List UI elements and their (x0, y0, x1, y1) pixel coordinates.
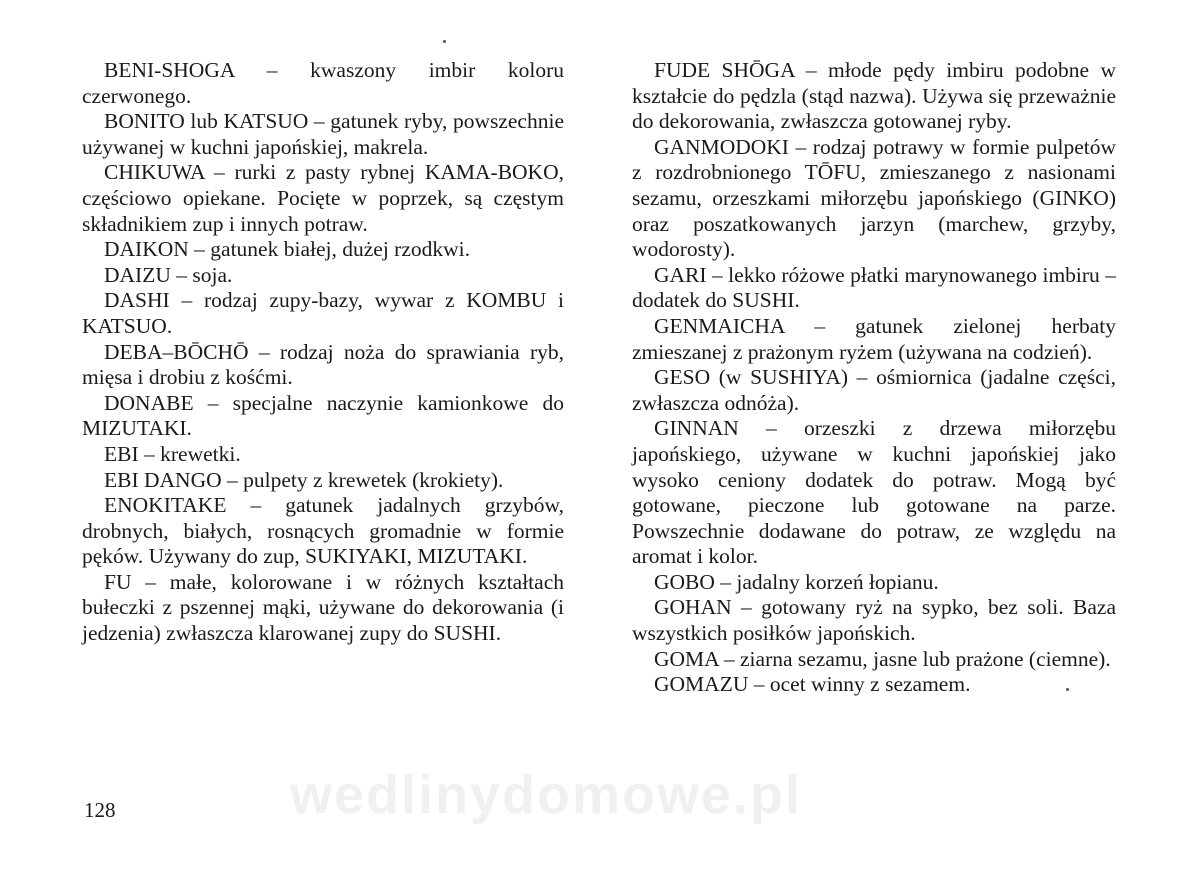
print-speck (1066, 688, 1069, 691)
entry-gohan: GOHAN – gotowany ryż na sypko, bez soli. Baza wszystkich posiłków japońskich. (632, 595, 1116, 646)
entry-geso: GESO (w SUSHIYA) – ośmiornica (jadalne części, zwłaszcza odnóża). (632, 365, 1116, 415)
entry-ebi-dango: EBI DANGO – pulpety z krewetek (krokiety). (104, 467, 504, 492)
entry-deba-bocho: DEBA–BŌCHŌ – rodzaj noża do sprawiania ryb, mięsa i drobiu z kośćmi. (82, 339, 564, 390)
entry-ganmodoki: GANMODOKI – rodzaj potrawy w formie pulpetów z rozdrobnionego TŌFU, zmieszanego z nasionami sezamu, orzeszkami miłorzębu japońskiego (GINKO) oraz poszatkowanych jarzyn (marchew, grzyby, wodorosty). (632, 134, 1116, 262)
entry-chikuwa: CHIKUWA – rurki z pasty rybnej KAMA-BOKO, częściowo opiekane. Pocięte w poprzek, są częstym składnikiem zup i innych potraw. (82, 160, 564, 236)
entry-gomazu: GOMAZU – ocet winny z sezamem. (654, 672, 971, 697)
entry-genmaicha: GENMAICHA – gatunek zielonej herbaty zmieszanej z prażonym ryżem (używana na codzień). (632, 313, 1116, 364)
entry-beni-shoga: BENI-SHOGA – kwaszony imbir koloru czerwonego. (82, 58, 564, 108)
entry-dashi: DASHI – rodzaj zupy-bazy, wywar z KOMBU i KATSUO. (82, 288, 564, 338)
entry-daizu: DAIZU – soja. (104, 262, 233, 287)
entry-ebi: EBI – krewetki. (104, 441, 241, 466)
entry-gobo: GOBO – jadalny korzeń łopianu. (654, 569, 939, 594)
entry-daikon: DAIKON – gatunek białej, dużej rzodkwi. (104, 237, 470, 262)
entry-bonito: BONITO lub KATSUO – gatunek ryby, powszechnie używanej w kuchni japońskiej, makrela. (82, 109, 564, 159)
entry-ginnan: GINNAN – orzeszki z drzewa miłorzębu japońskiego, używane w kuchni japońskiej jako wysoko ceniony dodatek do potraw. Mogą być gotowane, pieczone lub gotowane na parze. Powszechnie dodawane do potraw, ze względu na aromat i kolor. (632, 416, 1116, 569)
left-column (82, 58, 564, 647)
print-speck (443, 40, 446, 43)
entry-fu: FU – małe, kolorowane i w różnych kształtach bułeczki z pszennej mąki, używane do dekorowania (i jedzenia) zwłaszcza klarowanej zupy do SUSHI. (82, 569, 564, 646)
page-number: 128 (84, 798, 116, 822)
entry-donabe: DONABE – specjalne naczynie kamionkowe do MIZUTAKI. (82, 390, 564, 441)
right-column (632, 58, 1116, 698)
watermark: wedlinydomowe.pl (290, 765, 803, 825)
entry-enokitake: ENOKITAKE – gatunek jadalnych grzybów, drobnych, białych, rosnących gromadnie w formie pęków. Używany do zup, SUKIYAKI, MIZUTAKI. (82, 493, 564, 569)
entry-gari: GARI – lekko różowe płatki marynowanego imbiru – dodatek do SUSHI. (632, 262, 1116, 313)
entry-goma: GOMA – ziarna sezamu, jasne lub prażone (ciemne). (654, 646, 1111, 671)
entry-fude-shoga: FUDE SHŌGA – młode pędy imbiru podobne w kształcie do pędzla (stąd nazwa). Używa się przeważnie do dekorowania, zwłaszcza gotowanej ryby. (632, 58, 1116, 134)
